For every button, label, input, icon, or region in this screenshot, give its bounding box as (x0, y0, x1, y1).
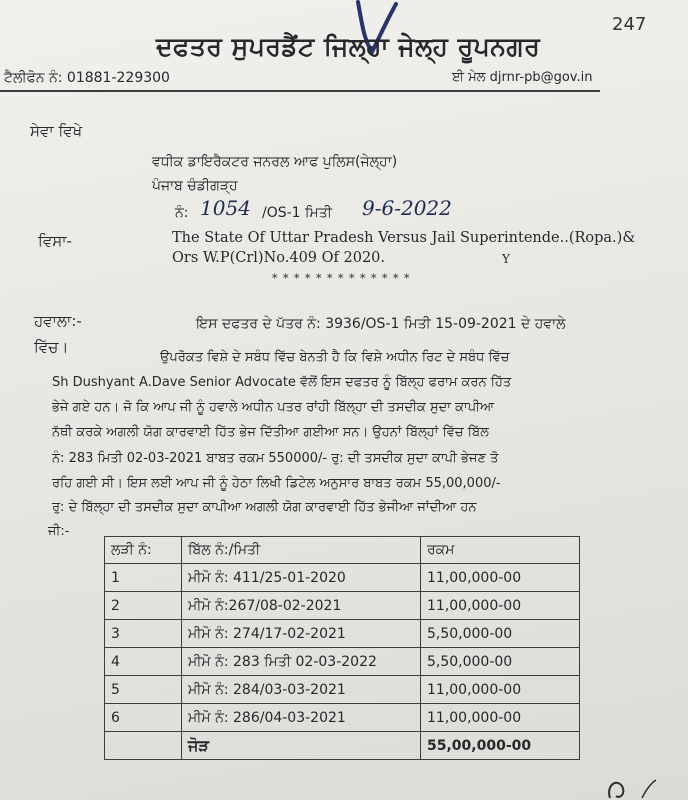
reference-prefix: ਨੰ: (175, 205, 189, 221)
amount-header: ਰਕਮ (421, 537, 580, 564)
table-row (105, 620, 580, 648)
serial-cell: 6 (105, 704, 182, 732)
bill-cell: ਮੀਮੋ ਨੰ: 283 ਮਿਤੀ 02-03-2022 (182, 648, 421, 676)
bill-cell: ਮੀਮੋ ਨੰ: 284/03-03-2021 (182, 676, 421, 704)
table-row (105, 676, 580, 704)
table-row (105, 564, 580, 592)
body-line: ਰਹਿ ਗਈ ਸੀ। ਇਸ ਲਈ ਆਪ ਜੀ ਨੂੰ ਹੇਠਾ ਲਿਖੀ ਡਿਟੇਲ ਅਨੁਸਾਰ ਬਾਬਤ ਰਕਮ 55,00,000/- (52, 476, 501, 491)
serial-cell: 3 (105, 620, 182, 648)
subject-margin-mark: Y (502, 252, 510, 266)
office-email: ਈ ਮੇਲ djrnr-pb@gov.in (452, 70, 593, 85)
body-line: ਰੁ: ਦੇ ਬਿੱਲ੍ਹਾ ਦੀ ਤਸਦੀਕ ਸੁਦਾ ਕਾਪੀਆ ਅਗਲੀ ਯੋਗ ਕਾਰਵਾਈ ਹਿੱਤ ਭੇਜੀਆ ਜਾਂਦੀਆ ਹਨ (52, 500, 477, 515)
bill-header: ਬਿੱਲ ਨੰ:/ਮਿਤੀ (182, 537, 421, 564)
serial-cell: 2 (105, 592, 182, 620)
total-amount: 55,00,000-00 (421, 732, 580, 760)
table-total-row (105, 732, 580, 760)
body-line: ਜੀ:- (48, 524, 70, 539)
subject-line-1: The State Of Uttar Pradesh Versus Jail Superintende..(Ropa.)& (172, 230, 636, 246)
body-line: ਨੰ: 283 ਮਿਤੀ 02-03-2021 ਬਾਬਤ ਰਕਮ 550000/- ਰੁ: ਦੀ ਤਸਦੀਕ ਸੁਦਾ ਕਾਪੀ ਭੇਜਣ ਤੋ (52, 451, 499, 466)
body-line: Sh Dushyant A.Dave Senior Advocate ਵੱਲੋਂ ਇਸ ਦਫਤਰ ਨੂੰ ਬਿੱਲ੍ਹ ਫਰਾਮ ਕਰਨ ਹਿੱਤ (52, 375, 512, 390)
body-line: ਨੱਥੀ ਕਰਕੇ ਅਗਲੀ ਯੋਗ ਕਾਰਵਾਈ ਹਿੱਤ ਭੇਜ ਦਿੱਤੀਆ ਗਈਆ ਸਨ। ਉਹਨਾਂ ਬਿੱਲ੍ਹਾਂ ਵਿੱਚ ਬਿੱਲ (52, 425, 489, 440)
reference-continuation: ਵਿੱਚ। (34, 338, 69, 356)
serial-header: ਲੜੀ ਨੰ: (105, 537, 182, 564)
serial-cell: 5 (105, 676, 182, 704)
table-row (105, 592, 580, 620)
star-separator: * * * * * * * * * * * * * (272, 272, 411, 285)
amount-cell: 11,00,000-00 (421, 676, 580, 704)
amount-cell: 11,00,000-00 (421, 704, 580, 732)
total-label: ਜੋੜ (182, 732, 421, 760)
office-phone: ਟੈਲੀਫੋਨ ਨੰ: 01881-229300 (4, 70, 170, 86)
recipient-line-2: ਪੰਜਾਬ ਚੰਡੀਗੜ੍ਹ (152, 178, 238, 194)
bills-table (104, 536, 580, 760)
bill-cell: ਮੀਮੋ ਨੰ: 411/25-01-2020 (182, 564, 421, 592)
reference-text: ਇਸ ਦਫਤਰ ਦੇ ਪੱਤਰ ਨੰ: 3936/OS-1 ਮਿਤੀ 15-09-2021 ਦੇ ਹਵਾਲੇ (196, 316, 566, 332)
table-header-row (105, 537, 580, 564)
amount-cell: 5,50,000-00 (421, 620, 580, 648)
bill-cell: ਮੀਮੋ ਨੰ: 274/17-02-2021 (182, 620, 421, 648)
body-line: ਉਪਰੋਕਤ ਵਿਸ਼ੇ ਦੇ ਸਬੰਧ ਵਿੱਚ ਬੇਨਤੀ ਹੈ ਕਿ ਵਿਸ਼ੇ ਅਧੀਨ ਰਿਟ ਦੇ ਸਬੰਧ ਵਿੱਚ (160, 350, 510, 365)
reference-office-date-label: /OS-1 ਮਿਤੀ (262, 205, 332, 221)
recipient-line-1: ਵਧੀਕ ਡਾਇਰੈਕਟਰ ਜਨਰਲ ਆਫ ਪੁਲਿਸ(ਜੇਲ੍ਹਾ) (152, 154, 398, 170)
salutation: ਸੇਵਾ ਵਿਖੇ (30, 122, 83, 140)
reference-label: ਹਵਾਲਾ:- (34, 312, 82, 330)
table-row (105, 648, 580, 676)
bill-cell: ਮੀਮੋ ਨੰ:267/08-02-2021 (182, 592, 421, 620)
subject-line-2: Ors W.P(Crl)No.409 Of 2020. (172, 250, 386, 266)
header-divider (0, 90, 600, 92)
serial-cell: 4 (105, 648, 182, 676)
handwritten-reference-number: 1054 (200, 196, 251, 220)
table-row (105, 704, 580, 732)
body-line: ਭੇਜੇ ਗਏ ਹਨ। ਜੋ ਕਿ ਆਪ ਜੀ ਨੂੰ ਹਵਾਲੇ ਅਧੀਨ ਪਤਰ ਰਾਂਹੀ ਬਿੱਲ੍ਹਾ ਦੀ ਤਸਦੀਕ ਸੁਦਾ ਕਾਪੀਆ (52, 400, 495, 415)
amount-cell: 11,00,000-00 (421, 592, 580, 620)
bill-cell: ਮੀਮੋ ਨੰ: 286/04-03-2021 (182, 704, 421, 732)
amount-cell: 11,00,000-00 (421, 564, 580, 592)
serial-cell: 1 (105, 564, 182, 592)
amount-cell: 5,50,000-00 (421, 648, 580, 676)
subject-label: ਵਿਸਾ- (38, 232, 72, 250)
office-title: ਦਫਤਰ ਸੁਪਰਡੈਂਟ ਜਿਲ੍ਹਾ ਜੇਲ੍ਹ ਰੂਪਨਗਰ (156, 32, 541, 61)
handwritten-curl-mark (600, 772, 660, 800)
handwritten-reference-date: 9-6-2022 (362, 196, 452, 220)
total-empty-cell (105, 732, 182, 760)
page-number: 247 (612, 14, 647, 35)
